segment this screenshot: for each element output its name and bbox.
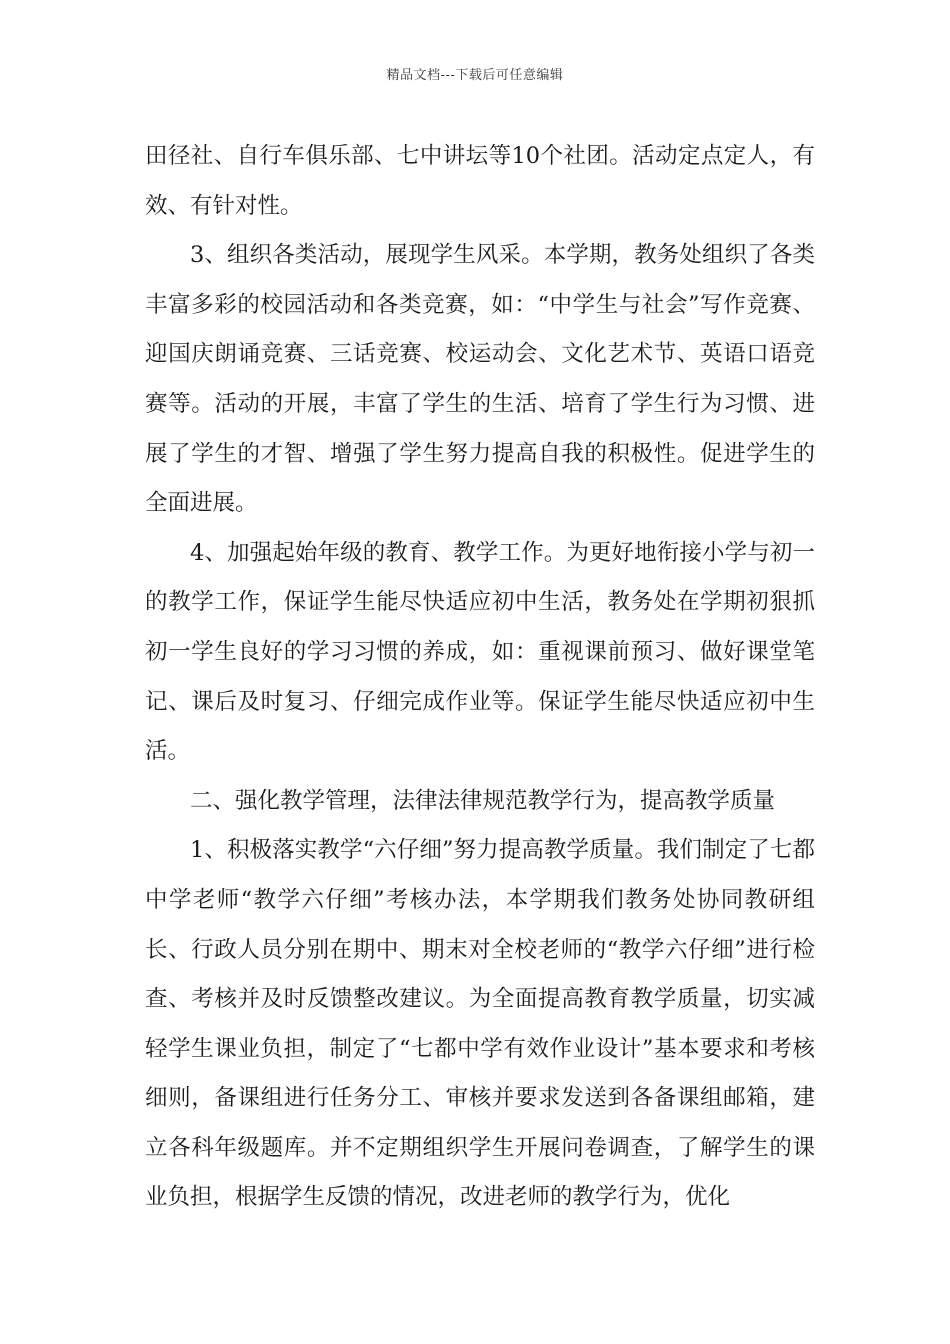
paragraph-first-grade: 4、加强起始年级的教育、教学工作。为更好地衔接小学与初一的教学工作，保证学生能尽快适应初中生活，教务处在学期初狠抓初一学生良好的学习习惯的养成，如：重视课前预习、做好课堂笔记、课后及时复习、仔细完成作业等。保证学生能尽快适应初中生活。 [145,539,815,765]
page-header: 精品文档---下载后可任意编辑 [386,68,564,83]
document-body [145,132,815,1223]
section-heading-teaching-management: 二、强化教学管理，法律法律规范教学行为，提高教学质量 [190,787,776,814]
paragraph-six-diligence: 1、积极落实教学“六仔细”努力提高教学质量。我们制定了七都中学老师“教学六仔细”考核办法，本学期我们教务处协同教研组长、行政人员分别在期中、期末对全校老师的“教学六仔细”进行检查、考核并及时反馈整改建议。为全面提高教育教学质量，切实减轻学生课业负担，制定了“七都中学有效作业设计”基本要求和考核细则，备课组进行任务分工、审核并要求发送到各备课组邮箱，建立各科年级题库。并不定期组织学生开展问卷调查，了解学生的课业负担，根据学生反馈的情况，改进老师的教学行为，优化 [145,837,815,1211]
paragraph-activities: 3、组织各类活动，展现学生风采。本学期，教务处组织了各类丰富多彩的校园活动和各类竞赛，如：“中学生与社会”写作竞赛、迎国庆朗诵竞赛、三话竞赛、校运动会、文化艺术节、英语口语竞赛等。活动的开展，丰富了学生的生活、培育了学生行为习惯、进展了学生的才智、增强了学生努力提高自我的积极性。促进学生的全面进展。 [145,242,815,517]
paragraph-clubs: 田径社、自行车俱乐部、七中讲坛等10个社团。活动定点定人，有效、有针对性。 [145,143,815,219]
